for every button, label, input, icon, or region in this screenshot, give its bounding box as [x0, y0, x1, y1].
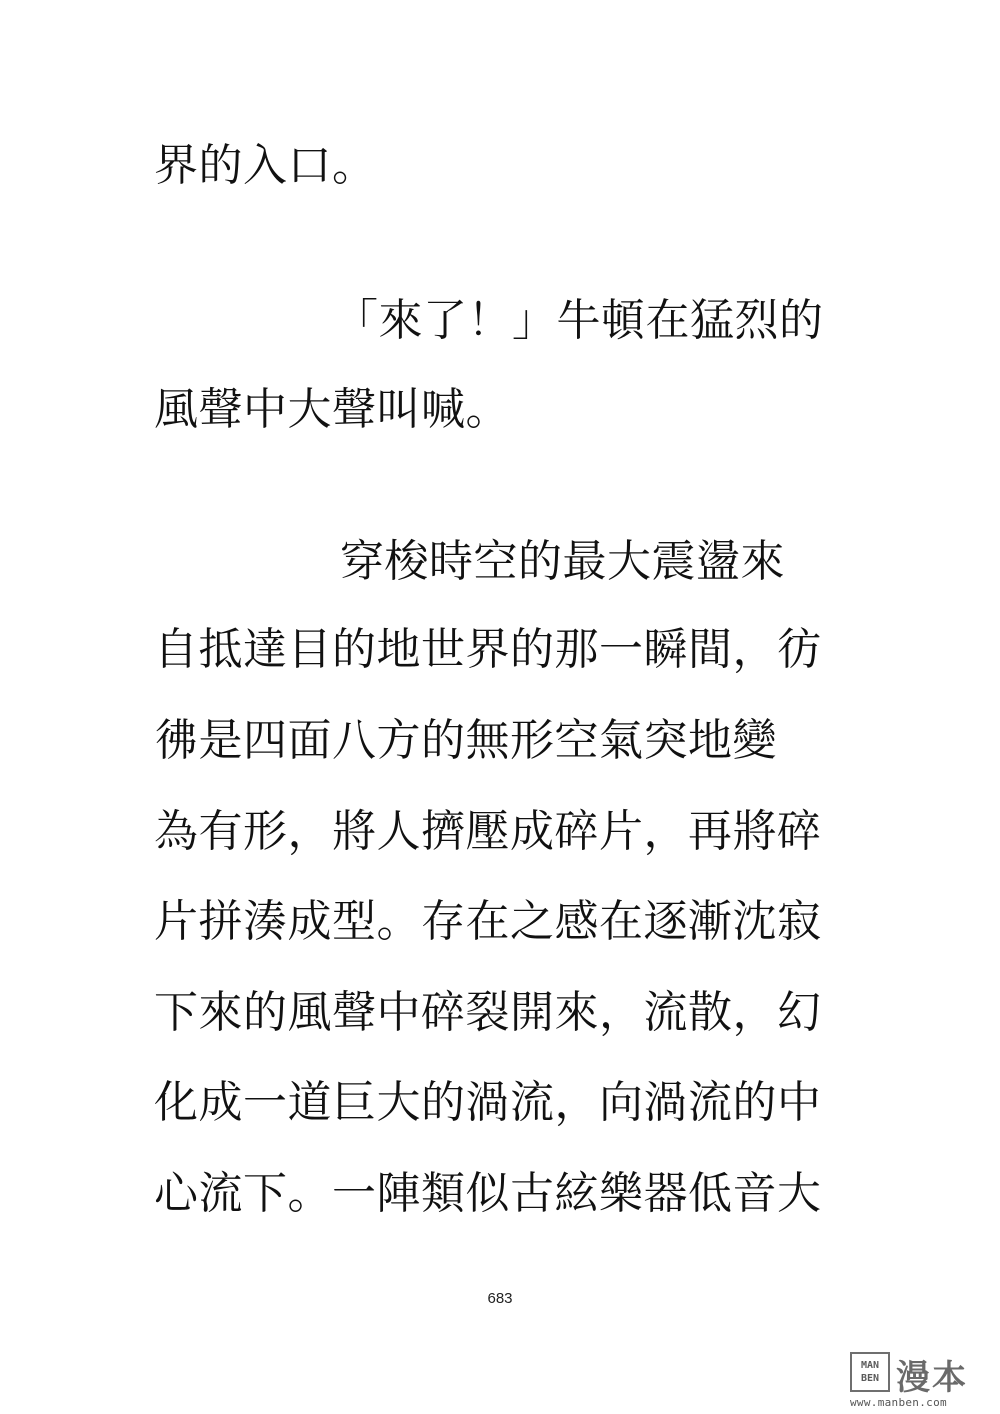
text-line: 彿是四面八方的無形空氣突地變 — [154, 715, 777, 766]
watermark-brand: 漫本 — [896, 1358, 968, 1398]
text-line: 為有形，將人擠壓成碎片，再將碎 — [154, 806, 822, 857]
text-line: 化成一道巨大的渦流，向渦流的中 — [154, 1077, 822, 1128]
watermark-url: www.manben.com — [850, 1396, 947, 1409]
page-number: 683 — [487, 1290, 513, 1307]
text-line: 片拼湊成型。存在之感在逐漸沈寂 — [154, 896, 822, 947]
text-line: 自抵達目的地世界的那一瞬間，彷 — [154, 624, 822, 675]
text-line: 界的入口。 — [154, 140, 377, 191]
text-line: 穿梭時空的最大震盪來 — [340, 536, 785, 587]
text-line: 心流下。一陣類似古絃樂器低音大 — [154, 1168, 822, 1219]
watermark — [850, 1348, 990, 1410]
watermark-logo-icon: MAN BEN — [850, 1352, 890, 1392]
text-line: 風聲中大聲叫喊。 — [154, 384, 510, 435]
text-line: 「來了！」牛頓在猛烈的 — [334, 295, 824, 346]
text-line: 下來的風聲中碎裂開來，流散，幻 — [154, 987, 822, 1038]
